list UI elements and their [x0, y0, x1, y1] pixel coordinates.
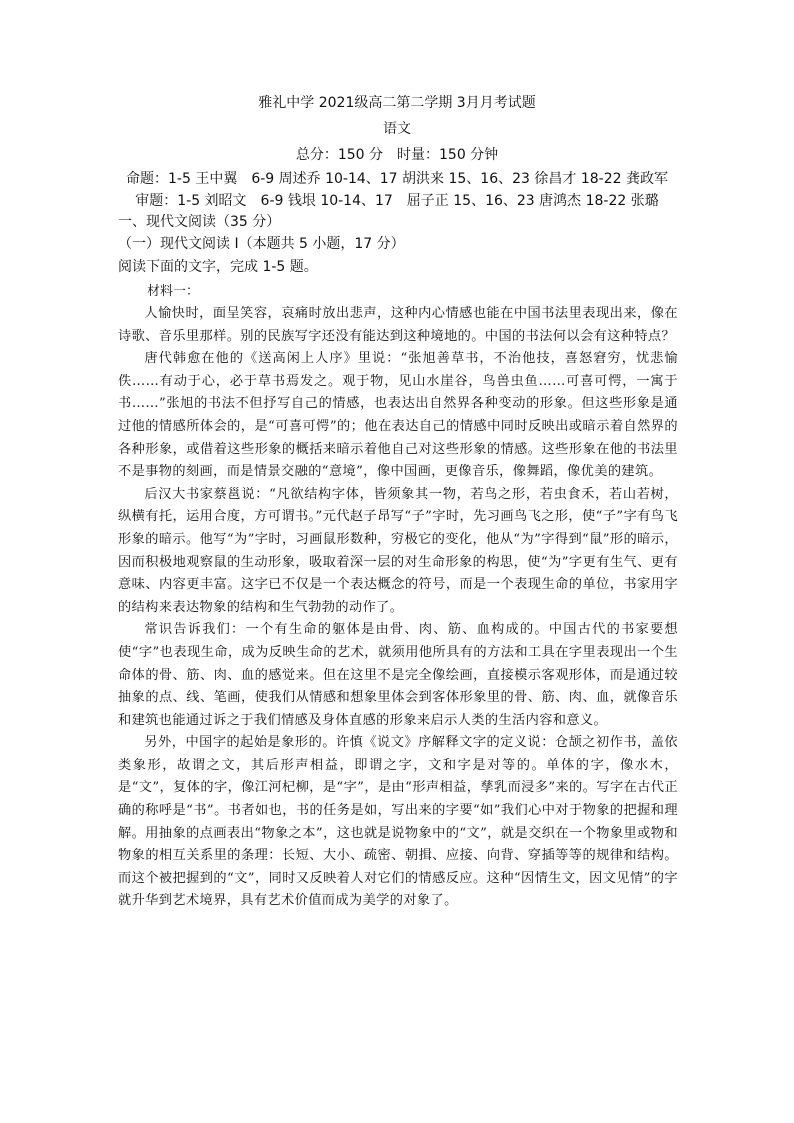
material-body [118, 303, 678, 913]
subsection-heading: （一）现代文阅读 I（本题共 5 小题，17 分） [118, 236, 405, 252]
paragraph: 后汉大书家蔡邕说：“凡欲结构字体，皆须象其一物，若鸟之形，若虫食禾，若山若树，纵横有托，运用合度，方可谓书。”元代赵子昂写“子”字时，先习画鸟飞之形，使“子”字有鸟飞形象的暗示。他写“为”字时，习画鼠形数种，穷极它的变化，他从“为”字得到“鼠”形的暗示，因而积极地观察鼠的生动形象，吸取着深一层的对生命形象的构思，使“为”字更有生气、更有意味、内容更丰富。这字已不仅是一个表达概念的符号，而是一个表现生命的单位，书家用字的结构来表达物象的结构和生气勃勃的动作了。 [118, 486, 678, 615]
paragraph: 另外，中国字的起始是象形的。许慎《说文》序解释文字的定义说：仓颉之初作书，盖依类象形，故谓之文，其后形声相益，即谓之字，文和字是对等的。单体的字，像水木，是“文”，复体的字，像江河杞柳，是“字”，是由“形声相益，孳乳而浸多”来的。写字在古代正确的称呼是“书”。书者如也，书的任务是如，写出来的字要“如”我们心中对于物象的把握和理解。用抽象的点画表出“物象之本”，这也就是说物象中的“文”，就是交织在一个物象里或物和物象的相互关系里的条理：长短、大小、疏密、朝揖、应接、向背、穿插等等的规律和结构。而这个被把握到的“文”，同时又反映着人对它们的情感反应。这种“因情生文，因文见情”的字就升华到艺术境界，具有艺术价值而成为美学的对象了。 [118, 735, 678, 909]
reading-instruction: 阅读下面的文字，完成 1-5 题。 [118, 259, 318, 275]
paragraph: 人愉快时，面呈笑容，哀痛时放出悲声，这种内心情感也能在中国书法里表现出来，像在诗歌、音乐里那样。别的民族写字还没有能达到这种境地的。中国的书法何以会有这种特点？ [118, 306, 678, 344]
question-reviewers: 审题：1-5 刘昭文 6-9 钱垠 10-14、17 屈子正 15、16、23 唐鸿杰 18-22 张璐 [135, 193, 659, 209]
exam-subject: 语文 [383, 121, 411, 137]
exam-title: 雅礼中学 2021级高二第二学期 3月月考试题 [258, 95, 536, 111]
section-heading: 一、现代文阅读（35 分） [118, 214, 281, 230]
question-setters: 命题：1-5 王中翼 6-9 周述乔 10-14、17 胡洪来 15、16、23 徐昌才 18-22 龚政军 [126, 171, 668, 187]
score-time-line: 总分：150 分 时量：150 分钟 [295, 147, 499, 163]
paragraph: 唐代韩愈在他的《送高闲上人序》里说：“张旭善草书，不治他技，喜怒窘穷，忧悲愉佚……有动于心，必于草书焉发之。观于物，见山水崖谷，鸟兽虫鱼……可喜可愕，一寓于书……”张旭的书法不但抒写自己的情感，也表达出自然界各种变动的形象。但这些形象是通过他的情感所体会的，是“可喜可愕”的；他在表达自己的情感中同时反映出或暗示着自然界的各种形象，或借着这些形象的概括来暗示着他自己对这些形象的情感。这些形象在他的书法里不是事物的刻画，而是情景交融的“意境”，像中国画，更像音乐，像舞蹈，像优美的建筑。 [118, 351, 678, 480]
paragraph: 常识告诉我们：一个有生命的躯体是由骨、肉、筋、血构成的。中国古代的书家要想使“字”也表现生命，成为反映生命的艺术，就须用他所具有的方法和工具在字里表现出一个生命体的骨、筋、肉、血的感觉来。但在这里不是完全像绘画，直接模示客观形体，而是通过较抽象的点、线、笔画，使我们从情感和想象里体会到客体形象里的骨、筋、肉、血，就像音乐和建筑也能通过诉之于我们情感及身体直感的形象来启示人类的生活内容和意义。 [118, 622, 678, 728]
material-label: 材料一： [147, 284, 200, 299]
